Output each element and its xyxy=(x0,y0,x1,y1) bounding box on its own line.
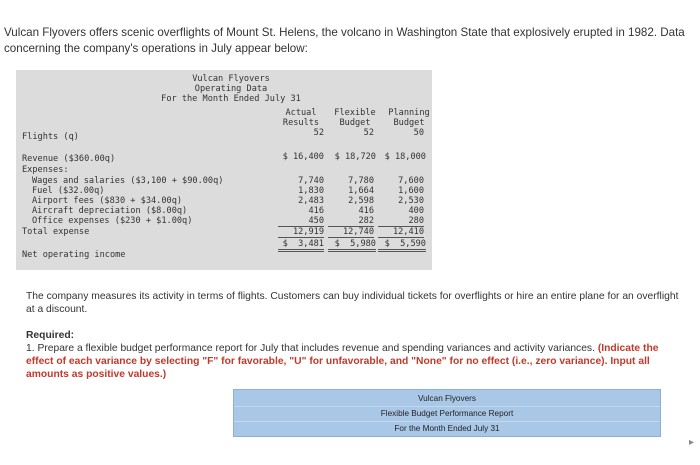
expense-value: 2,483 xyxy=(298,196,324,206)
report-company: Vulcan Flyovers xyxy=(418,394,476,403)
table-period: For the Month Ended July 31 xyxy=(161,94,301,104)
expense-label: Aircraft depreciation ($8.00q) xyxy=(32,206,188,216)
net-flexible: $ 5,980 xyxy=(328,239,376,252)
intro-paragraph: Vulcan Flyovers offers scenic overflights of Mount St. Helens, the volcano in Washington State that explosively erupted in 1982. Data concerning the company's operations in July appear below: xyxy=(4,26,685,55)
report-divider xyxy=(234,406,660,407)
expense-value: 2,530 xyxy=(398,196,424,206)
expenses-label: Expenses: xyxy=(22,165,69,175)
expense-value: 416 xyxy=(308,206,324,216)
net-actual: $ 3,481 xyxy=(278,239,324,252)
expense-value: 2,598 xyxy=(348,196,374,206)
expense-value: 1,600 xyxy=(398,186,424,196)
flights-flexible: 52 xyxy=(363,128,374,138)
total-planning: 12,410 xyxy=(378,227,424,238)
expense-label: Office expenses ($230 + $1.00q) xyxy=(32,216,193,226)
required-title: Required: xyxy=(26,330,75,341)
flights-planning: 50 xyxy=(413,128,424,138)
expense-label: Airport fees ($830 + $34.00q) xyxy=(32,196,183,206)
required-emphasis: (Indicate the effect of each variance by selecting "F" for favorable, "U" for unfavorable, and "None" for no effect (i.e., zero variance). Input all amounts as positive values.) xyxy=(26,343,659,380)
expense-value: 7,600 xyxy=(398,176,424,186)
operating-data-image xyxy=(16,70,432,270)
total-actual: 12,919 xyxy=(278,227,324,238)
revenue-label: Revenue ($360.00q) xyxy=(22,154,116,164)
expense-value: 450 xyxy=(278,216,324,227)
activity-paragraph: The company measures its activity in terms of flights. Customers can buy individual tickets for overflights or hire an entire plane for an overflight at a discount. xyxy=(26,291,679,315)
revenue-planning: $ 18,000 xyxy=(384,152,426,162)
expense-value: 1,664 xyxy=(348,186,374,196)
revenue-actual: $ 16,400 xyxy=(282,152,324,162)
required-section xyxy=(26,329,686,381)
expense-value: 400 xyxy=(408,206,424,216)
expense-value: 282 xyxy=(328,216,374,227)
expense-label: Fuel ($32.00q) xyxy=(32,186,105,196)
scroll-arrow-icon[interactable]: ▸ xyxy=(688,437,694,448)
report-period: For the Month Ended July 31 xyxy=(394,424,500,433)
revenue-flexible: $ 18,720 xyxy=(334,152,376,162)
col-header-flexible-1: Flexible xyxy=(334,108,376,118)
col-header-planning-2: Budget xyxy=(393,118,425,128)
col-header-actual-2: Results xyxy=(282,118,320,128)
col-header-planning-1: Planning xyxy=(388,108,430,118)
net-planning: $ 5,590 xyxy=(378,239,426,252)
col-header-flexible-2: Budget xyxy=(339,118,371,128)
flights-actual: 52 xyxy=(313,128,324,138)
report-header xyxy=(233,389,661,437)
col-header-actual-1: Actual xyxy=(285,108,317,118)
report-title: Flexible Budget Performance Report xyxy=(380,409,514,418)
expense-label: Wages and salaries ($3,100 + $90.00q) xyxy=(32,176,224,186)
net-income-label: Net operating income xyxy=(22,250,126,260)
expense-value: 7,740 xyxy=(298,176,324,186)
table-report: Operating Data xyxy=(194,84,268,94)
expense-value: 1,830 xyxy=(298,186,324,196)
total-expense-label: Total expense xyxy=(22,227,90,237)
required-text: 1. Prepare a flexible budget performance report for July that includes revenue and spending variances and activity variances. xyxy=(26,343,598,354)
total-flexible: 12,740 xyxy=(328,227,374,238)
expense-value: 416 xyxy=(358,206,374,216)
expense-value: 7,780 xyxy=(348,176,374,186)
flights-label: Flights (q) xyxy=(22,132,79,142)
table-company: Vulcan Flyovers xyxy=(192,74,270,84)
report-divider xyxy=(234,421,660,422)
expense-value: 280 xyxy=(378,216,424,227)
required-instructions xyxy=(26,342,686,381)
